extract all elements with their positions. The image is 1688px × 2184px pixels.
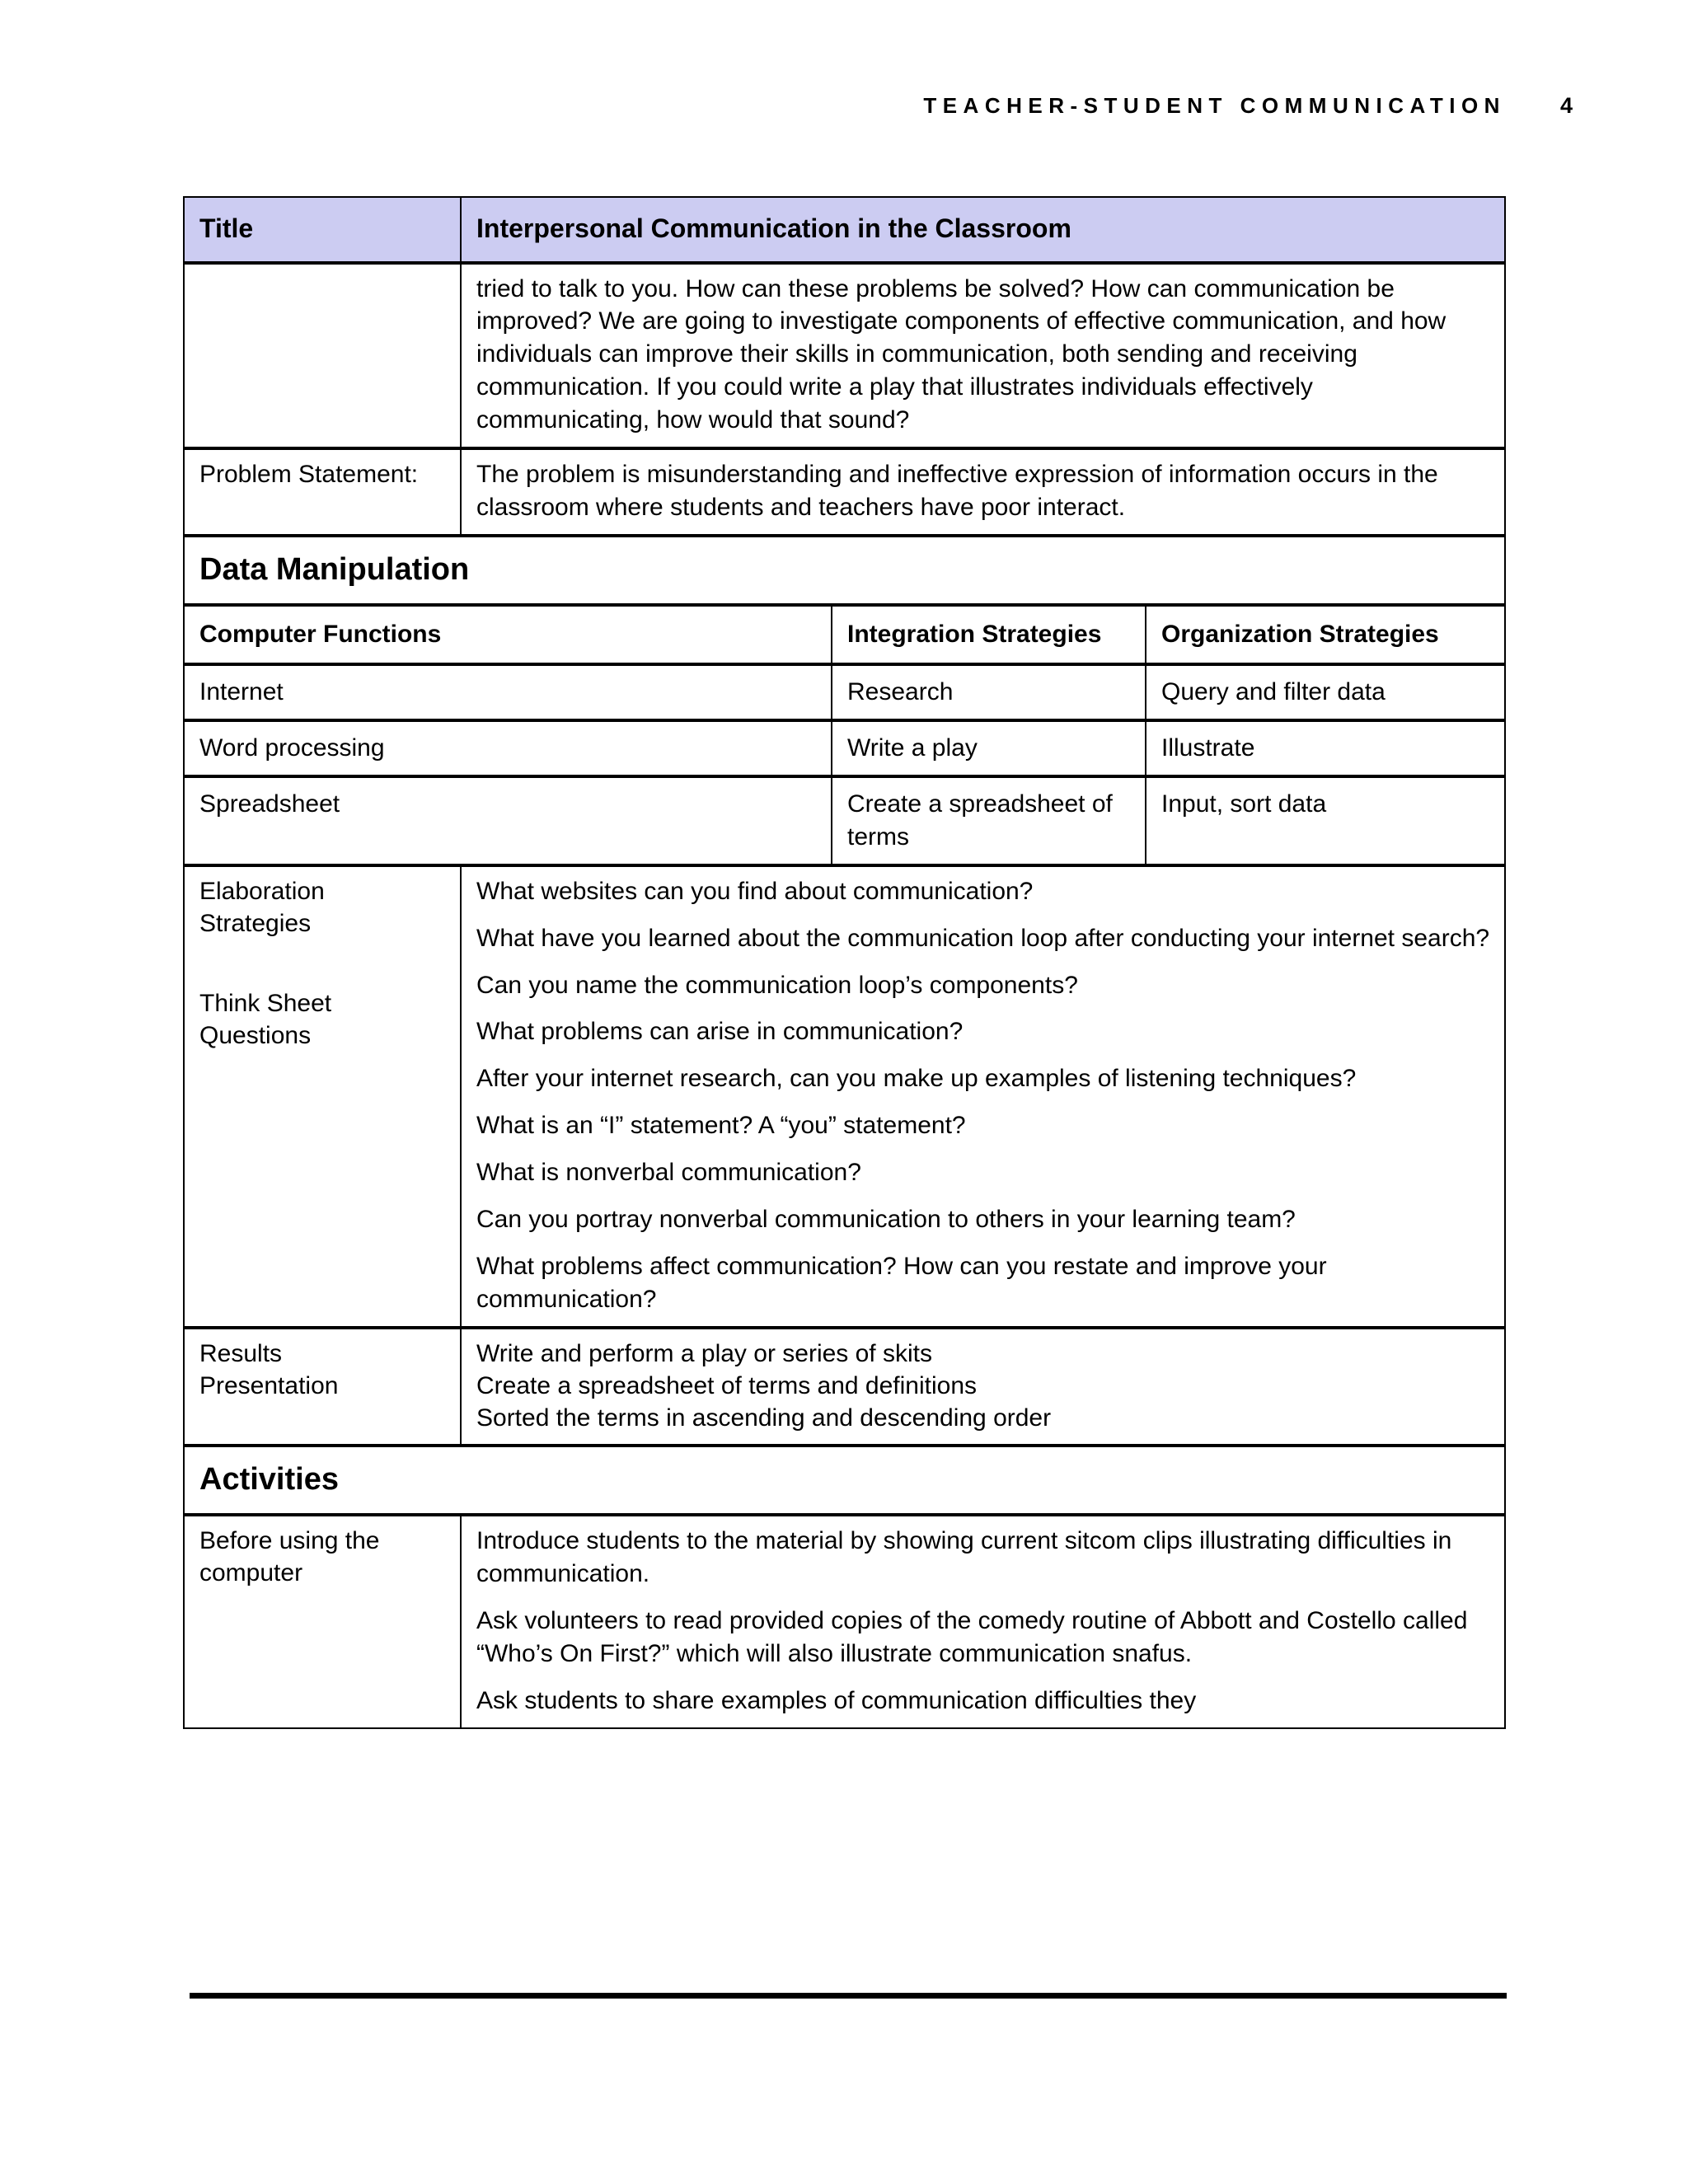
column-header-label: Organization Strategies bbox=[1161, 621, 1439, 649]
results-line: Create a spreadsheet of terms and definitions bbox=[476, 1371, 978, 1399]
results-line: Sorted the terms in ascending and descending order bbox=[476, 1404, 1052, 1432]
table-row-title bbox=[184, 197, 1505, 263]
title-label: Title bbox=[199, 213, 254, 243]
running-header bbox=[183, 89, 1573, 122]
section-heading-data-manipulation: Data Manipulation bbox=[199, 551, 470, 587]
cell-computer-function bbox=[184, 720, 832, 776]
activity-paragraph: Ask students to share examples of communication difficulties they bbox=[476, 1686, 1197, 1714]
section-heading-cell bbox=[184, 536, 1505, 606]
elaboration-label-line-2: Strategies bbox=[199, 909, 312, 937]
cell-integration-strategy bbox=[832, 776, 1146, 865]
page-number: 4 bbox=[1559, 92, 1573, 118]
elaboration-label-line-4: Questions bbox=[199, 1021, 312, 1049]
title-value: Interpersonal Communication in the Classroom bbox=[476, 213, 1071, 243]
section-heading-activities: Activities bbox=[199, 1461, 339, 1497]
problem-statement-text: The problem is misunderstanding and ineffective expression of information occurs in the classroom where students and teachers have poor interact. bbox=[476, 461, 1438, 521]
elaboration-label-line-1: Elaboration bbox=[199, 877, 325, 905]
think-sheet-question: What is nonverbal communication? bbox=[476, 1159, 861, 1187]
table-row-section-activities bbox=[184, 1446, 1505, 1516]
table-row-intro bbox=[184, 263, 1505, 448]
table-row-elaboration-strategies bbox=[184, 865, 1505, 1328]
cell-value: Query and filter data bbox=[1161, 678, 1386, 706]
cell-value: Research bbox=[847, 678, 954, 706]
cell-organization-strategy bbox=[1146, 664, 1505, 720]
think-sheet-question: What problems can arise in communication? bbox=[476, 1018, 964, 1046]
think-sheet-question: What problems affect communication? How can you restate and improve your communication? bbox=[476, 1252, 1327, 1313]
problem-label: Problem Statement: bbox=[199, 461, 419, 488]
cell-value: Illustrate bbox=[1161, 734, 1255, 762]
table-row bbox=[184, 664, 1505, 720]
think-sheet-question: Can you name the communication loop’s components? bbox=[476, 971, 1078, 999]
think-sheet-questions-cell bbox=[461, 865, 1505, 1328]
think-sheet-question: What websites can you find about communication? bbox=[476, 877, 1034, 905]
footer-divider bbox=[190, 1993, 1507, 1999]
think-sheet-question: After your internet research, can you make up examples of listening techniques? bbox=[476, 1065, 1357, 1093]
think-sheet-question: What is an “I” statement? A “you” statement? bbox=[476, 1112, 966, 1140]
before-computer-label-cell bbox=[184, 1515, 461, 1727]
think-sheet-question: Can you portray nonverbal communication to others in your learning team? bbox=[476, 1206, 1296, 1233]
column-header-organization-strategies bbox=[1146, 605, 1505, 664]
table-row-strategy-headers bbox=[184, 605, 1505, 664]
cell-value: Write a play bbox=[847, 734, 978, 762]
column-header-label: Integration Strategies bbox=[847, 621, 1102, 649]
column-header-label: Computer Functions bbox=[199, 621, 442, 649]
table-row-before-using-computer bbox=[184, 1515, 1505, 1727]
label-spacer bbox=[199, 940, 448, 987]
cell-organization-strategy bbox=[1146, 720, 1505, 776]
cell-value: Spreadsheet bbox=[199, 790, 340, 818]
lesson-plan-table bbox=[183, 196, 1506, 1729]
problem-label-cell bbox=[184, 448, 461, 536]
results-label-cell bbox=[184, 1328, 461, 1446]
elaboration-label-line-3: Think Sheet bbox=[199, 989, 332, 1017]
activity-paragraph: Ask volunteers to read provided copies of the comedy routine of Abbott and Costello called “Who’s On First?” which will also illustrate communication snafus. bbox=[476, 1606, 1468, 1667]
before-computer-label-line-1: Before using the bbox=[199, 1527, 380, 1555]
problem-value-cell bbox=[461, 448, 1505, 536]
cell-value: Create a spreadsheet of terms bbox=[847, 790, 1113, 851]
results-label-line-1: Results bbox=[199, 1339, 283, 1367]
think-sheet-question: What have you learned about the communication loop after conducting your internet search? bbox=[476, 924, 1490, 952]
activity-paragraph: Introduce students to the material by showing current sitcom clips illustrating difficulties in communication. bbox=[476, 1527, 1452, 1588]
before-computer-label-line-2: computer bbox=[199, 1559, 303, 1587]
intro-paragraph: tried to talk to you. How can these problems be solved? How can communication be improved? We are going to investigate components of effective communication, and how individuals can improve their skills in communication, both sending and receiving communication. If you could write a play that illustrates individuals effectively communicating, how would that sound? bbox=[476, 274, 1447, 434]
before-computer-value-cell bbox=[461, 1515, 1505, 1727]
table-row bbox=[184, 776, 1505, 865]
cell-organization-strategy bbox=[1146, 776, 1505, 865]
intro-label-cell bbox=[184, 263, 461, 448]
cell-computer-function bbox=[184, 664, 832, 720]
results-label-line-2: Presentation bbox=[199, 1371, 339, 1399]
cell-integration-strategy bbox=[832, 664, 1146, 720]
cell-value: Internet bbox=[199, 678, 284, 706]
title-label-cell bbox=[184, 197, 461, 263]
column-header-computer-functions bbox=[184, 605, 832, 664]
table-row bbox=[184, 720, 1505, 776]
intro-text-cell bbox=[461, 263, 1505, 448]
column-header-integration-strategies bbox=[832, 605, 1146, 664]
table-row-problem-statement bbox=[184, 448, 1505, 536]
running-header-title: TEACHER-STUDENT COMMUNICATION bbox=[923, 92, 1506, 118]
elaboration-label-cell bbox=[184, 865, 461, 1328]
cell-value: Input, sort data bbox=[1161, 790, 1327, 818]
table-row-section-data-manipulation bbox=[184, 536, 1505, 606]
cell-computer-function bbox=[184, 776, 832, 865]
results-value-cell bbox=[461, 1328, 1505, 1446]
results-line: Write and perform a play or series of skits bbox=[476, 1339, 932, 1367]
cell-value: Word processing bbox=[199, 734, 385, 762]
cell-integration-strategy bbox=[832, 720, 1146, 776]
table-row-results-presentation bbox=[184, 1328, 1505, 1446]
title-value-cell bbox=[461, 197, 1505, 263]
section-heading-cell bbox=[184, 1446, 1505, 1516]
